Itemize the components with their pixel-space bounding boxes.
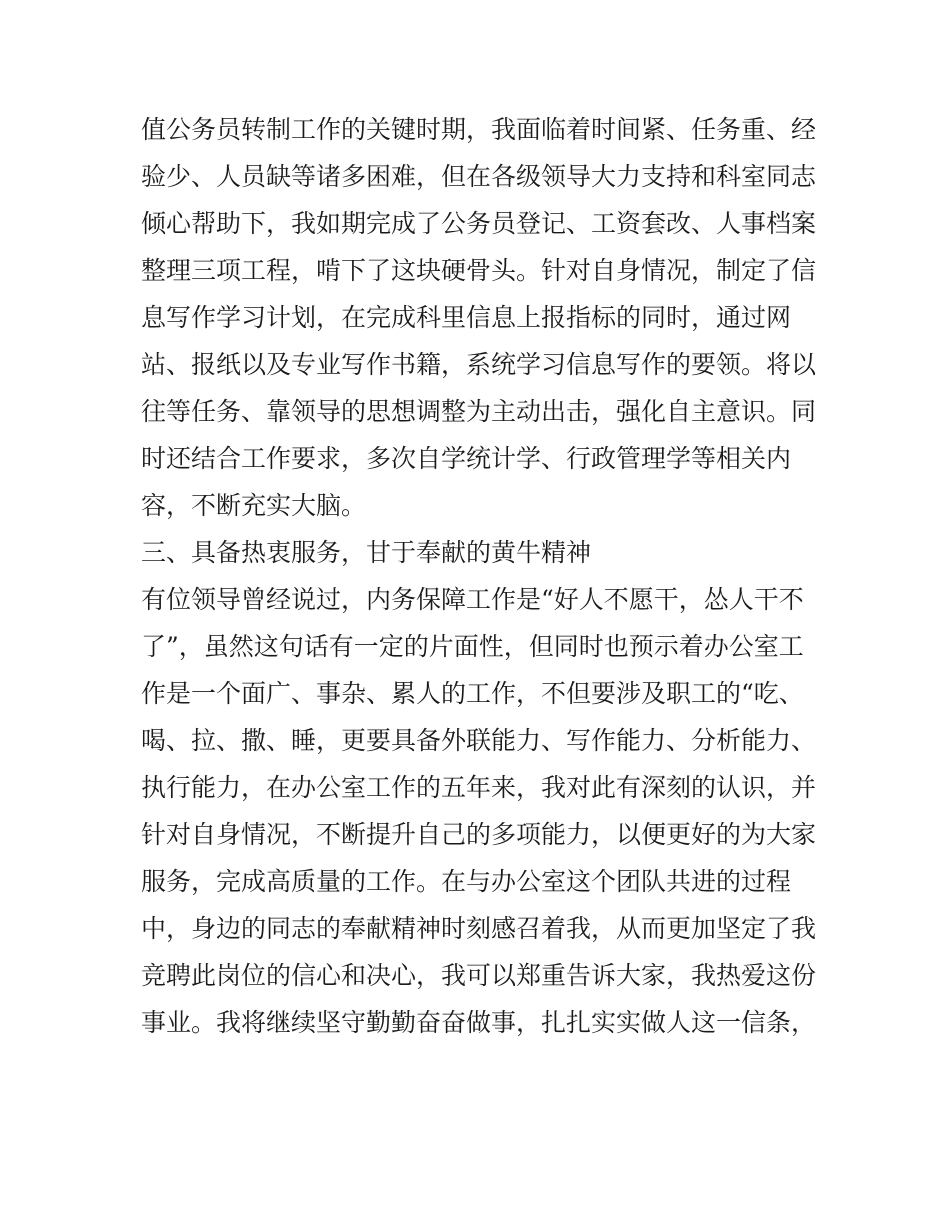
text-line: 事业。我将继续坚守勤勤奋奋做事，扎扎实实做人这一信条， [141,1008,817,1037]
text-line: 站、报纸以及专业写作书籍，系统学习信息写作的要领。将以 [141,350,817,379]
text-line: 息写作学习计划，在完成科里信息上报指标的同时，通过网 [141,303,792,332]
text-line: 验少、人员缺等诸多困难，但在各级领导大力支持和科室同志 [141,162,817,191]
text-line: 作是一个面广、事杂、累人的工作，不但要涉及职工的“吃、 [141,679,804,708]
text-line: 竞聘此岗位的信心和决心，我可以郑重告诉大家，我热爱这份 [141,961,817,990]
text-line: 中，身边的同志的奉献精神时刻感召着我，从而更加坚定了我 [141,914,817,943]
text-line: 值公务员转制工作的关键时期，我面临着时间紧、任务重、经 [141,115,817,144]
text-line: 有位领导曾经说过，内务保障工作是“好人不愿干，怂人干不 [141,585,804,614]
text-line: 容，不断充实大脑。 [141,491,367,520]
section-heading: 三、具备热衷服务，甘于奉献的黄牛精神 [141,538,592,567]
text-line: 时还结合工作要求，多次自学统计学、行政管理学等相关内 [141,444,792,473]
text-line: 往等任务、靠领导的思想调整为主动出击，强化自主意识。同 [141,397,817,426]
text-line: 执行能力，在办公室工作的五年来，我对此有深刻的认识，并 [141,773,817,802]
text-line: 针对自身情况，不断提升自己的多项能力，以便更好的为大家 [141,820,817,849]
text-line: 整理三项工程，啃下了这块硬骨头。针对自身情况，制定了信 [141,256,817,285]
text-line: 喝、拉、撒、睡，更要具备外联能力、写作能力、分析能力、 [141,726,817,755]
text-line: 倾心帮助下，我如期完成了公务员登记、工资套改、人事档案 [141,209,817,238]
text-line: 服务，完成高质量的工作。在与办公室这个团队共进的过程 [141,867,792,896]
text-line: 了”，虽然这句话有一定的片面性，但同时也预示着办公室工 [141,632,804,661]
